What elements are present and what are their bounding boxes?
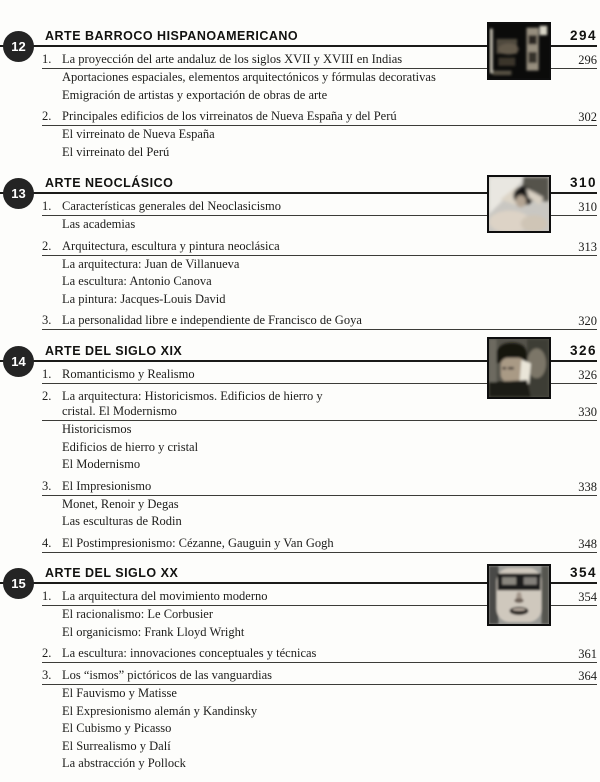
toc-entry-page-number: 310 (578, 200, 597, 214)
toc-subentry: El virreinato del Perú (62, 144, 170, 159)
toc-entry-title: Principales edificios de los virreinatos de Nueva España y del Perú (62, 109, 397, 123)
toc-entry-title: Los “ismos” pictóricos de las vanguardias (62, 668, 273, 682)
toc-subentry: El organicismo: Frank Lloyd Wright (62, 624, 245, 639)
toc-entry-number: 4. (42, 535, 52, 550)
toc-subentry: El Fauvismo y Matisse (62, 686, 177, 700)
chapter-12-number-badge (3, 31, 34, 62)
maja-painting-thumbnail (487, 175, 551, 233)
toc-subentry: Las academias (62, 217, 136, 231)
toc-subentry: La pintura: Jacques-Louis David (62, 291, 226, 306)
chapter-number: 12 (11, 39, 26, 54)
toc-entry-title: El Impresionismo (62, 478, 152, 493)
chapter-page-number: 326 (569, 343, 597, 358)
chapter-13-number-badge (3, 178, 34, 209)
toc-subentry: El Surrealismo y Dalí (62, 738, 171, 753)
chapter-13-section (0, 171, 597, 330)
toc-entry-number: 1. (42, 589, 52, 603)
toc-entry-title: La arquitectura: Historicismos. Edificios de hierro y cristal. El Modernismo (62, 389, 323, 418)
toc-subentry: Emigración de artistas y exportación de obras de arte (62, 87, 328, 102)
toc-entry (42, 234, 597, 256)
toc-entry-number: 2. (42, 238, 52, 253)
chapter-15-number-badge (3, 568, 34, 599)
chapter-number: 13 (11, 186, 26, 201)
toc-subentry: El Cubismo y Picasso (62, 721, 172, 735)
toc-entry-page-number: 320 (578, 314, 597, 328)
chapter-title: ARTE DEL SIGLO XIX (45, 344, 183, 358)
toc-entry-page-number: 364 (578, 669, 597, 683)
toc-subentry: El Expresionismo alemán y Kandinsky (62, 703, 258, 718)
toc-subentry: Las esculturas de Rodin (62, 514, 182, 528)
toc-entry-number: 2. (42, 389, 52, 403)
chapter-page-number: 294 (569, 28, 597, 43)
toc-entry (42, 308, 597, 330)
toc-entry-title: La escultura: innovaciones conceptuales y técnicas (62, 646, 317, 660)
toc-entry (42, 531, 597, 553)
toc-subentry: Historicismos (62, 422, 132, 436)
chapter-12-section (0, 24, 597, 161)
toc-subentry: El virreinato de Nueva España (62, 127, 215, 141)
pop-art-face-thumbnail (487, 564, 551, 626)
chapter-14-number-badge (3, 346, 34, 377)
chapter-title: ARTE NEOCLÁSICO (45, 176, 174, 190)
van-gogh-self-portrait-thumbnail (487, 337, 551, 399)
toc-entry-title: Romanticismo y Realismo (62, 367, 195, 381)
toc-entry-title: Arquitectura, escultura y pintura neoclásica (62, 238, 280, 253)
chapter-number: 14 (11, 354, 26, 369)
toc-subentry: El Modernismo (62, 457, 141, 471)
toc-subentry: La arquitectura: Juan de Villanueva (62, 256, 240, 271)
toc-entry (42, 663, 597, 685)
toc-entry-number: 2. (42, 646, 52, 660)
toc-entry-page-number: 361 (578, 647, 597, 661)
toc-entry-number: 1. (42, 199, 52, 213)
chapter-15-section (0, 561, 597, 773)
toc-subentry: El racionalismo: Le Corbusier (62, 607, 214, 621)
toc-entry-title: La proyección del arte andaluz de los siglos XVII y XVIII en Indias (62, 52, 403, 66)
toc-entry (42, 641, 597, 663)
toc-entry-number: 1. (42, 367, 52, 381)
toc-subentry: Edificios de hierro y cristal (62, 439, 199, 454)
toc-entry-page-number: 302 (578, 110, 597, 124)
chapter-14-section (0, 339, 597, 553)
toc-entry-page-number: 326 (578, 368, 597, 382)
toc-entry-number: 1. (42, 52, 52, 66)
chapter-number: 15 (11, 576, 26, 591)
toc-entry-title: La arquitectura del movimiento moderno (62, 589, 268, 603)
toc-subentry: Aportaciones espaciales, elementos arquitectónicos y fórmulas decorativas (62, 70, 436, 84)
toc-entry-number: 3. (42, 478, 52, 493)
toc-entry-title: La personalidad libre e independiente de Francisco de Goya (62, 313, 362, 327)
toc-entry (42, 474, 597, 496)
chapter-title: ARTE DEL SIGLO XX (45, 566, 179, 580)
toc-entry-number: 3. (42, 313, 52, 327)
toc-subentry: Monet, Renoir y Degas (62, 496, 179, 511)
toc-subentry: La escultura: Antonio Canova (62, 274, 212, 288)
toc-entry-page-number: 313 (578, 239, 597, 254)
toc-entry-page-number: 338 (578, 479, 597, 494)
chapter-page-number: 310 (569, 175, 597, 190)
toc-entry-number: 2. (42, 109, 52, 123)
toc-entry (42, 104, 597, 126)
toc-entry-title: El Postimpresionismo: Cézanne, Gauguin y Van Gogh (62, 535, 334, 550)
toc-entry-title: Características generales del Neoclasicismo (62, 199, 282, 213)
toc-entry-page-number: 330 (578, 405, 597, 419)
chapter-page-number: 354 (569, 565, 597, 580)
toc-entry-page-number: 296 (578, 53, 597, 67)
chapter-title: ARTE BARROCO HISPANOAMERICANO (45, 29, 299, 43)
toc-entry-page-number: 354 (578, 590, 597, 604)
toc-entry-page-number: 348 (578, 536, 597, 551)
toc-subentry: La abstracción y Pollock (62, 756, 186, 770)
toc-entry-number: 3. (42, 668, 52, 682)
baroque-altarpiece-thumbnail (487, 22, 551, 80)
